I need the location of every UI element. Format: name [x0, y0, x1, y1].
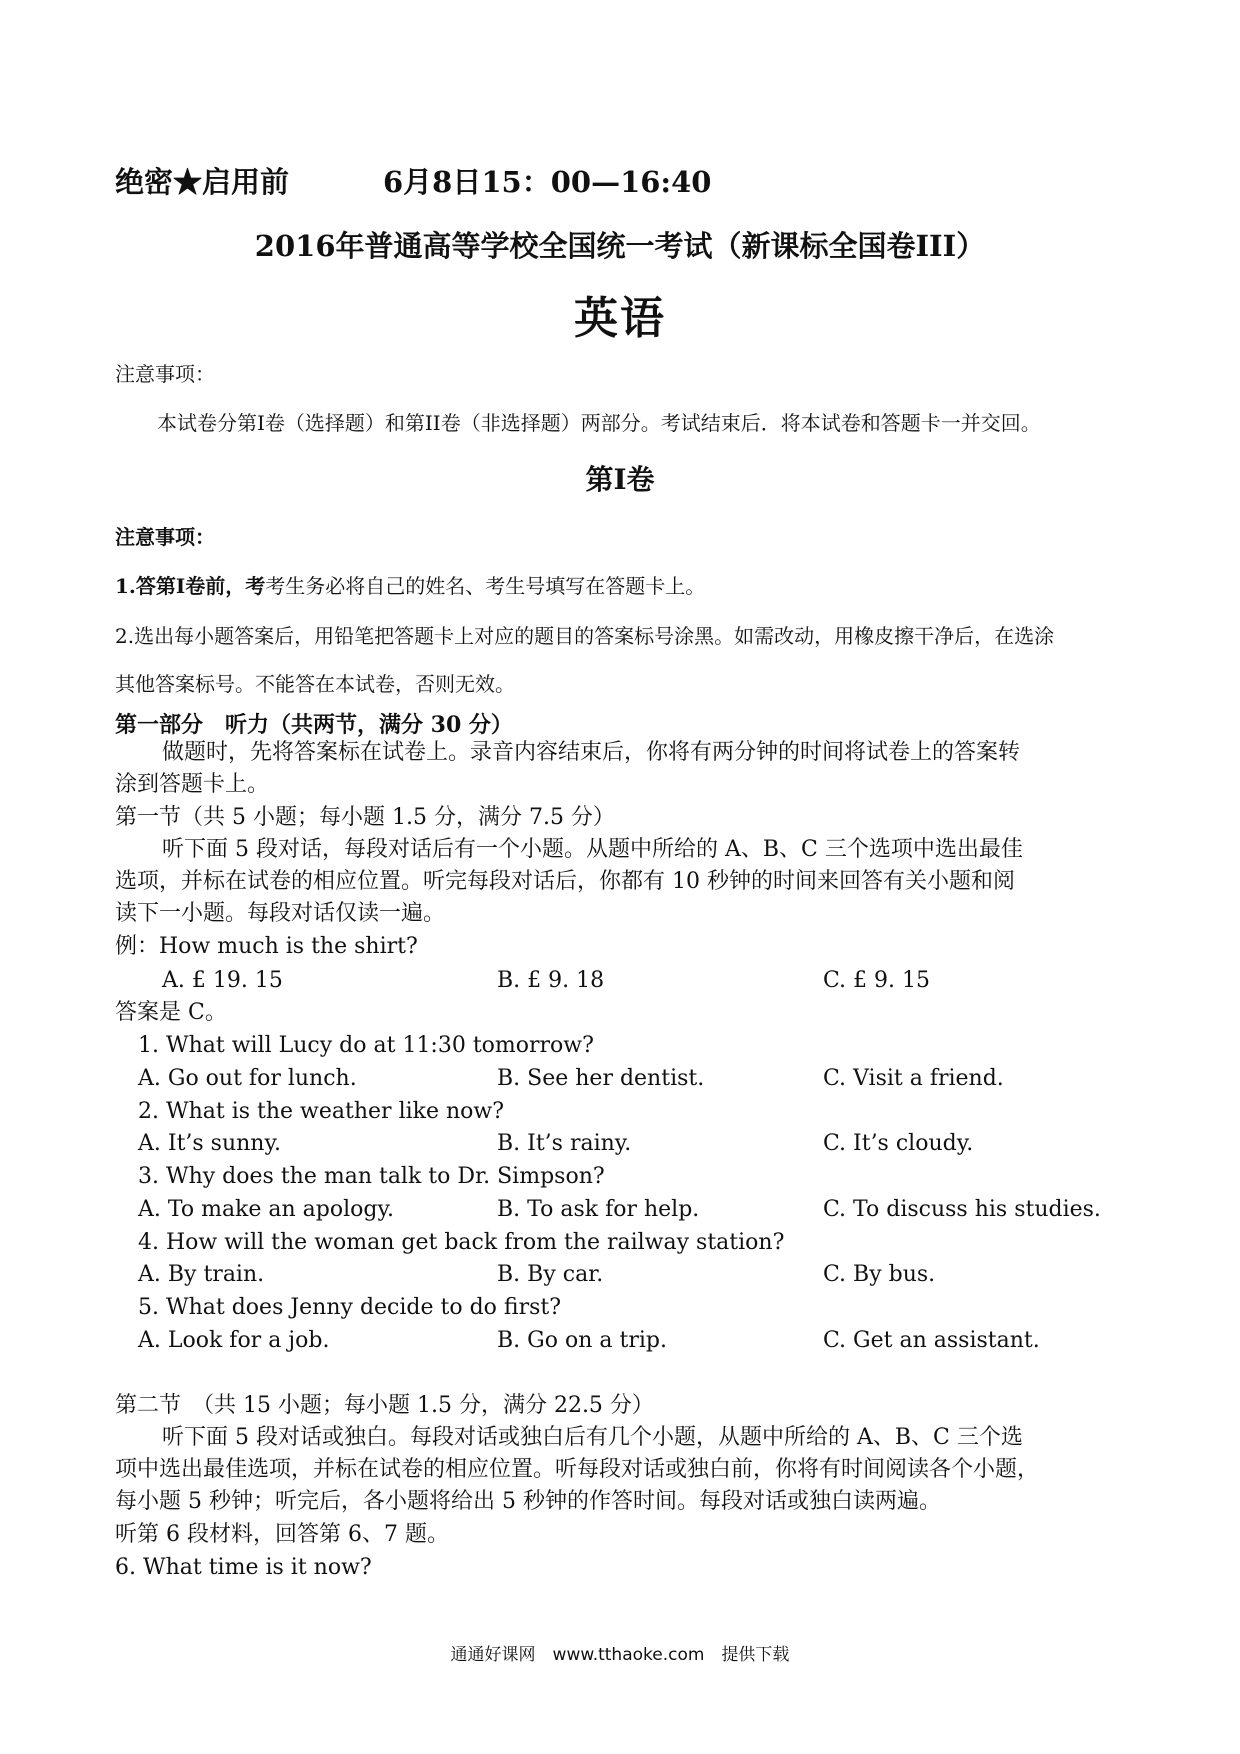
part1-heading: 第一部分 听力（共两节，满分 30 分）: [115, 712, 513, 738]
question-3-option-c: C. To discuss his studies.: [823, 1197, 1101, 1222]
confidential-label: 绝密★启用前: [115, 165, 290, 199]
question-5-option-b: B. Go on a trip.: [497, 1328, 667, 1353]
question-5-option-c: C. Get an assistant.: [823, 1328, 1040, 1353]
section2-heading: 第二节 （共 15 小题；每小题 1.5 分，满分 22.5 分）: [115, 1393, 654, 1418]
part1-intro-line1: 做题时，先将答案标在试卷上。录音内容结束后，你将有两分钟的时间将试卷上的答案转: [162, 740, 1021, 765]
question-5-option-a: A. Look for a job.: [138, 1328, 330, 1353]
notice2-item2-line1: 2.选出每小题答案后，用铅笔把答题卡上对应的题目的答案标号涂黑。如需改动，用橡皮擦干净后，在选涂: [115, 624, 1055, 648]
example-option-b: B. £ 9. 18: [497, 968, 605, 993]
notice2-item1-text: 考生务必将自己的姓名、考生号填写在答题卡上。: [265, 574, 706, 598]
section2-material: 听第 6 段材料，回答第 6、7 题。: [115, 1522, 449, 1547]
notice2-item1-bold: 1.答第I卷前，考: [115, 574, 266, 598]
question-2-option-a: A. It’s sunny.: [138, 1131, 281, 1156]
question-1-option-b: B. See her dentist.: [497, 1066, 705, 1091]
question-2: 2. What is the weather like now?: [138, 1099, 505, 1124]
footer-source: 通通好课网 www.tthaoke.com 提供下载: [450, 1645, 790, 1665]
notice-label: 注意事项：: [115, 362, 215, 386]
question-3-option-a: A. To make an apology.: [138, 1197, 394, 1222]
question-3-option-b: B. To ask for help.: [497, 1197, 700, 1222]
section2-intro-line3: 每小题 5 秒钟；听完后，各小题将给出 5 秒钟的作答时间。每段对话或独白读两遍。: [115, 1489, 941, 1514]
question-4-option-c: C. By bus.: [823, 1262, 936, 1287]
question-6: 6. What time is it now?: [115, 1555, 372, 1580]
example-answer: 答案是 C。: [115, 1000, 227, 1025]
section1-intro-line1: 听下面 5 段对话，每段对话后有一个小题。从题中所给的 A、B、C 三个选项中选出最佳: [162, 837, 1023, 862]
question-2-option-c: C. It’s cloudy.: [823, 1131, 974, 1156]
question-5: 5. What does Jenny decide to do first?: [138, 1295, 562, 1320]
notice-text: 本试卷分第I卷（选择题）和第II卷（非选择题）两部分。考试结束后．将本试卷和答题卡一并交回。: [157, 411, 1041, 435]
question-2-option-b: B. It’s rainy.: [497, 1131, 632, 1156]
volume-title: 第I卷: [585, 463, 655, 496]
example-question: 例：How much is the shirt?: [115, 934, 418, 959]
example-option-c: C. £ 9. 15: [823, 968, 931, 993]
section1-intro-line3: 读下一小题。每段对话仅读一遍。: [115, 901, 446, 926]
question-1-option-a: A. Go out for lunch.: [138, 1066, 357, 1091]
question-4-option-b: B. By car.: [497, 1262, 604, 1287]
question-4-option-a: A. By train.: [138, 1262, 265, 1287]
notice2-item2-line2: 其他答案标号。不能答在本试卷，否则无效。: [115, 672, 515, 696]
part1-intro-line2: 涂到答题卡上。: [115, 772, 270, 797]
question-1: 1. What will Lucy do at 11:30 tomorrow?: [138, 1033, 594, 1058]
question-3: 3. Why does the man talk to Dr. Simpson?: [138, 1164, 605, 1189]
exam-title: 2016年普通高等学校全国统一考试（新课标全国卷III）: [254, 229, 986, 263]
subject-title: 英语: [574, 293, 666, 344]
section2-intro-line2: 项中选出最佳选项，并标在试卷的相应位置。听每段对话或独白前，你将有时间阅读各个小题，: [115, 1457, 1040, 1482]
section1-intro-line2: 选项，并标在试卷的相应位置。听完每段对话后，你都有 10 秒钟的时间来回答有关小题和阅: [115, 869, 1015, 894]
notice2-item1: [115, 570, 705, 599]
section2-intro-line1: 听下面 5 段对话或独白。每段对话或独白后有几个小题，从题中所给的 A、B、C 三个选: [162, 1425, 1023, 1450]
question-4: 4. How will the woman get back from the railway station?: [138, 1230, 785, 1255]
notice2-label: 注意事项：: [115, 525, 215, 549]
question-1-option-c: C. Visit a friend.: [823, 1066, 1004, 1091]
exam-time: 6月8日15：00—16:40: [383, 165, 712, 199]
section1-heading: 第一节（共 5 小题；每小题 1.5 分，满分 7.5 分）: [115, 805, 615, 830]
example-option-a: A. £ 19. 15: [162, 968, 283, 993]
